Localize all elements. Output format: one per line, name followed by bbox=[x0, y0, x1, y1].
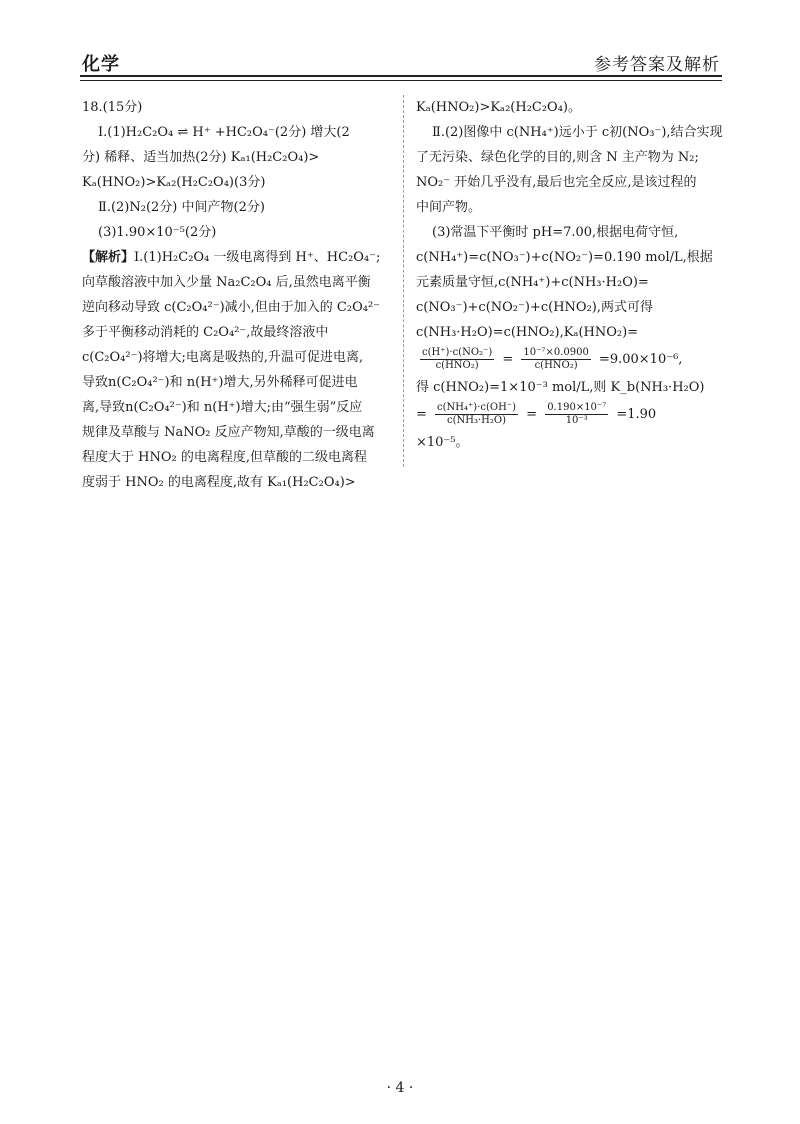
fraction-numerator: c(H⁺)·c(NO₂⁻) bbox=[422, 347, 493, 358]
fraction-denominator: c(NH₃·H₂O) bbox=[447, 415, 507, 426]
fraction-numerator: 0.190×10⁻⁷ bbox=[547, 402, 607, 413]
answer-line: Ⅱ.(2)N₂(2分) 中间产物(2分) bbox=[98, 200, 265, 215]
analysis-line: NO₂⁻ 开始几乎没有,最后也完全反应,是该过程的 bbox=[416, 175, 697, 190]
equation-ka bbox=[416, 345, 726, 375]
answer-line: Kₐ(HNO₂)>Kₐ₂(H₂C₂O₄)(3分) bbox=[82, 175, 266, 190]
fraction bbox=[545, 402, 608, 427]
analysis-line: 度弱于 HNO₂ 的电离程度,故有 Kₐ₁(H₂C₂O₄)> bbox=[82, 475, 356, 490]
equation-kb bbox=[416, 400, 726, 430]
fraction-denominator: c(HNO₂) bbox=[435, 360, 479, 371]
analysis-line: 多于平衡移动消耗的 C₂O₄²⁻,故最终溶液中 bbox=[82, 325, 329, 340]
fraction-numerator: c(NH₄⁺)·c(OH⁻) bbox=[437, 402, 516, 413]
question-number: 18.(15分) bbox=[82, 100, 143, 115]
header-rule-thin bbox=[80, 80, 722, 81]
analysis-line: c(NH₃·H₂O)=c(HNO₂),Kₐ(HNO₂)= bbox=[416, 325, 639, 340]
analysis-line: 离,导致n(C₂O₄²⁻)和 n(H⁺)增大;由“强生弱”反应 bbox=[82, 400, 363, 415]
equation-result: =9.00×10⁻⁶, bbox=[598, 352, 683, 367]
analysis-line: 程度大于 HNO₂ 的电离程度,但草酸的二级电离程 bbox=[82, 450, 367, 465]
page-number: · 4 · bbox=[386, 1080, 414, 1096]
analysis-line: ×10⁻⁵。 bbox=[416, 435, 469, 450]
equals-sign: = bbox=[416, 407, 427, 422]
analysis-line: 逆向移动导致 c(C₂O₄²⁻)减小,但由于加入的 C₂O₄²⁻ bbox=[82, 300, 381, 315]
equals-sign: = bbox=[502, 352, 514, 367]
analysis-line: Ⅱ.(2)图像中 c(NH₄⁺)远小于 c初(NO₃⁻),结合实现 bbox=[432, 125, 723, 140]
column-divider bbox=[403, 95, 404, 467]
analysis-line: 规律及草酸与 NaNO₂ 反应产物知,草酸的一级电离 bbox=[82, 425, 375, 440]
header-rule-thick bbox=[80, 75, 722, 77]
left-column bbox=[82, 95, 392, 495]
header-title: 参考答案及解析 bbox=[594, 55, 720, 75]
analysis-label: 【解析】 bbox=[82, 250, 135, 265]
answer-line: (3)1.90×10⁻⁵(2分) bbox=[98, 225, 217, 240]
analysis-line: 向草酸溶液中加入少量 Na₂C₂O₄ 后,虽然电离平衡 bbox=[82, 275, 371, 290]
analysis-line: 了无污染、绿色化学的目的,则含 N 主产物为 N₂; bbox=[416, 150, 699, 165]
analysis-line: c(NH₄⁺)=c(NO₃⁻)+c(NO₂⁻)=0.190 mol/L,根据 bbox=[416, 250, 713, 265]
answer-line: Ⅰ.(1)H₂C₂O₄ ⇌ H⁺ +HC₂O₄⁻(2分) 增大(2 bbox=[98, 125, 350, 140]
fraction-denominator: c(HNO₂) bbox=[534, 360, 578, 371]
analysis-line: c(C₂O₄²⁻)将增大;电离是吸热的,升温可促进电离, bbox=[82, 350, 364, 365]
fraction bbox=[521, 347, 590, 372]
fraction-denominator: 10⁻³ bbox=[565, 415, 588, 426]
subject-label: 化学 bbox=[82, 54, 120, 75]
analysis-line: 中间产物。 bbox=[416, 200, 482, 215]
equation-result: =1.90 bbox=[616, 407, 657, 422]
equals-sign: = bbox=[526, 407, 538, 422]
answer-line: 分) 稀释、适当加热(2分) Kₐ₁(H₂C₂O₄)> bbox=[82, 150, 320, 165]
analysis-line: 元素质量守恒,c(NH₄⁺)+c(NH₃·H₂O)= bbox=[416, 275, 649, 290]
fraction-numerator: 10⁻⁷×0.0900 bbox=[523, 347, 589, 358]
analysis-line: Kₐ(HNO₂)>Kₐ₂(H₂C₂O₄)。 bbox=[416, 100, 582, 115]
analysis-line: 导致n(C₂O₄²⁻)和 n(H⁺)增大,另外稀释可促进电 bbox=[82, 375, 358, 390]
analysis-line: c(NO₃⁻)+c(NO₂⁻)+c(HNO₂),两式可得 bbox=[416, 300, 653, 315]
fraction bbox=[435, 402, 518, 427]
analysis-line: 得 c(HNO₂)=1×10⁻³ mol/L,则 K_b(NH₃·H₂O) bbox=[416, 380, 705, 395]
right-column bbox=[416, 95, 726, 455]
analysis-heading-line: 【解析】Ⅰ.(1)H₂C₂O₄ 一级电离得到 H⁺、HC₂O₄⁻; bbox=[82, 250, 381, 265]
analysis-line: (3)常温下平衡时 pH=7.00,根据电荷守恒, bbox=[432, 225, 679, 240]
fraction bbox=[420, 347, 494, 372]
